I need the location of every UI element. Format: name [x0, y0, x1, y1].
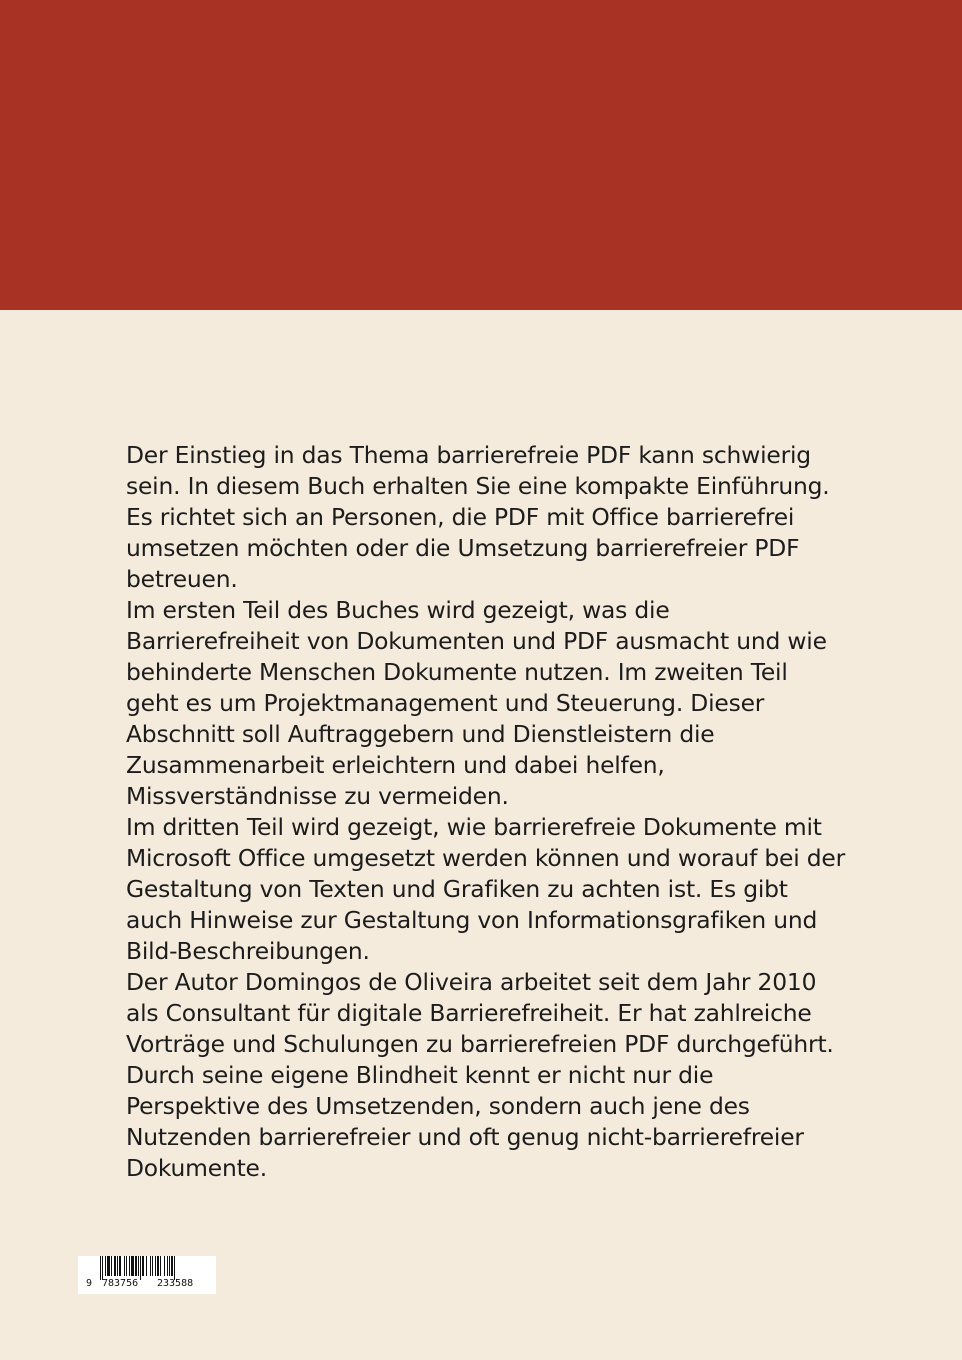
barcode-bar [140, 1256, 141, 1280]
barcode-bar [100, 1256, 101, 1280]
barcode-bar [169, 1256, 170, 1276]
isbn-lead-digit: 9 [86, 1278, 93, 1289]
barcode-bars [78, 1256, 216, 1280]
barcode-bar [160, 1256, 161, 1276]
barcode-bar [102, 1256, 103, 1280]
barcode-bar [150, 1256, 151, 1276]
barcode-bar [171, 1256, 173, 1276]
barcode-bar [111, 1256, 112, 1276]
barcode-bar [138, 1256, 139, 1276]
isbn-digit-group-1: 783756 [102, 1278, 139, 1289]
barcode-bar [107, 1256, 110, 1276]
blurb-paragraph: Der Einstieg in das Thema barrierefreie PDF kann schwierig sein. In diesem Buch erhalten Sie eine kompakte Einführung. Es richtet sich an Personen, die PDF mit Office barrierefrei umsetzen möchten oder die Umsetzung barrierefreier PDF betreuen. [126, 441, 830, 593]
barcode-bar [135, 1256, 137, 1276]
barcode-bar [146, 1256, 147, 1276]
blurb-paragraph: Im ersten Teil des Buches wird gezeigt, was die Barrierefreiheit von Dokumenten und PDF ausmacht und wie behinderte Menschen Dokumente nutzen. Im zweiten Teil geht es um Projektmanagement und Steuerung. Dieser Abschnitt soll Auftraggebern und Dienstleistern die Zusammenarbeit erleichtern und dabei helfen, Missverständnisse zu vermeiden. [126, 596, 827, 810]
barcode-bar [105, 1256, 106, 1276]
isbn-barcode [78, 1256, 216, 1294]
cover-top-band [0, 0, 962, 310]
barcode-bar [129, 1256, 130, 1276]
barcode-bar [124, 1256, 125, 1276]
barcode-bar [174, 1256, 175, 1280]
barcode-bar [117, 1256, 118, 1276]
barcode-bar [126, 1256, 127, 1276]
blurb-paragraph: Im dritten Teil wird gezeigt, wie barrierefreie Dokumente mit Microsoft Office umgesetzt werden können und worauf bei der Gestaltung von Texten und Grafiken zu achten ist. Es gibt auch Hinweise zur Gestaltung von Informationsgrafiken und Bild-Beschreibungen. [126, 813, 846, 965]
barcode-bar [155, 1256, 156, 1276]
barcode-bar [152, 1256, 153, 1276]
barcode-bar [114, 1256, 116, 1276]
barcode-bar [142, 1256, 144, 1276]
blurb-paragraph: Der Autor Domingos de Oliveira arbeitet seit dem Jahr 2010 als Consultant für digitale Barrierefreiheit. Er hat zahlreiche Vorträge und Schulungen zu barrierefreien PDF durchgeführt. Durch seine eigene Blindheit kennt er nicht nur die Perspektive des Umsetzenden, sondern auch jene des Nutzenden barrierefreier und oft genug nicht-barrierefreier Dokumente. [126, 968, 834, 1182]
barcode-bar [164, 1256, 165, 1276]
isbn-digit-group-2: 233588 [157, 1278, 194, 1289]
back-cover-blurb [126, 440, 846, 1184]
barcode-bar [157, 1256, 159, 1276]
barcode-bar [119, 1256, 121, 1276]
barcode-bar [131, 1256, 134, 1276]
barcode-bar [167, 1256, 168, 1276]
